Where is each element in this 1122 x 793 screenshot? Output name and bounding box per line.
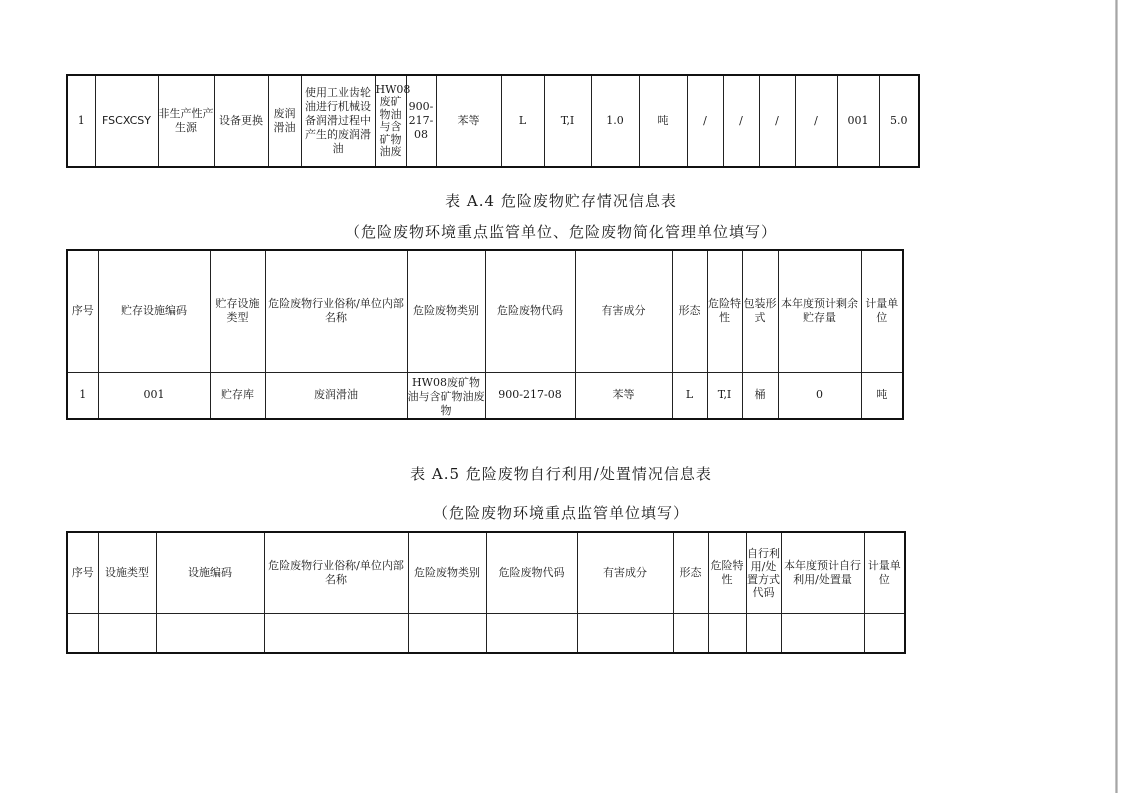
table-cell: 桶 [742, 372, 778, 419]
table-row [67, 372, 903, 419]
hazard-cell: T,I [544, 75, 591, 167]
table-cell: HW08废矿物油与含矿物油废物 [407, 372, 485, 419]
description-cell: 使用工业齿轮油进行机械设备润滑过程中产生的废润滑油 [301, 75, 375, 167]
empty-cell [408, 613, 486, 653]
table-cell: 苯等 [575, 372, 672, 419]
harmful-cell: 苯等 [436, 75, 501, 167]
table-a5 [66, 531, 906, 654]
header-cell: 有害成分 [575, 250, 672, 372]
empty-cell [486, 613, 577, 653]
header-cell: 形态 [673, 532, 708, 613]
process-cell: 设备更换 [214, 75, 268, 167]
slash-cell: / [759, 75, 795, 167]
header-cell: 本年度预计自行利用/处置量 [781, 532, 864, 613]
table-a4-subtitle: （危险废物环境重点监管单位、危险废物简化管理单位填写） [344, 223, 777, 241]
table-row [67, 75, 919, 167]
table-row [67, 613, 905, 653]
table-cell: 900-217-08 [485, 372, 575, 419]
table-cell: 贮存库 [210, 372, 265, 419]
header-cell: 危险废物行业俗称/单位内部名称 [265, 250, 407, 372]
header-cell: 形态 [672, 250, 707, 372]
header-cell: 危险特性 [708, 532, 746, 613]
header-cell: 危险废物行业俗称/单位内部名称 [264, 532, 408, 613]
header-cell: 危险废物代码 [486, 532, 577, 613]
table-cell: 001 [98, 372, 210, 419]
header-cell: 危险废物代码 [485, 250, 575, 372]
waste-name-cell: 废润滑油 [268, 75, 301, 167]
slash-cell: / [687, 75, 723, 167]
header-cell: 序号 [67, 250, 98, 372]
header-cell: 计量单位 [864, 532, 905, 613]
form-cell: L [501, 75, 544, 167]
empty-cell [708, 613, 746, 653]
empty-cell [156, 613, 264, 653]
quantity-cell: 1.0 [591, 75, 639, 167]
code-cell: FSCXCSY [95, 75, 158, 167]
empty-cell [98, 613, 156, 653]
header-cell: 包装形式 [742, 250, 778, 372]
empty-cell [577, 613, 673, 653]
seq-cell: 1 [67, 75, 95, 167]
table-header-row [67, 532, 905, 613]
source-cell: 非生产性产生源 [158, 75, 214, 167]
header-cell: 计量单位 [861, 250, 903, 372]
header-cell: 贮存设施类型 [210, 250, 265, 372]
slash-cell: / [723, 75, 759, 167]
slash-cell: / [795, 75, 837, 167]
capacity-cell: 5.0 [879, 75, 919, 167]
empty-cell [781, 613, 864, 653]
table-a4-title: 表 A.4 危险废物贮存情况信息表 [445, 192, 677, 210]
table-header-row [67, 250, 903, 372]
waste-code-cell: 900-217-08 [406, 75, 436, 167]
header-cell: 本年度预计剩余贮存量 [778, 250, 861, 372]
unit-cell: 吨 [639, 75, 687, 167]
table-a3-continuation [66, 74, 920, 168]
header-cell: 贮存设施编码 [98, 250, 210, 372]
empty-cell [264, 613, 408, 653]
header-cell: 设施编码 [156, 532, 264, 613]
table-a5-title: 表 A.5 危险废物自行利用/处置情况信息表 [410, 465, 712, 483]
empty-cell [673, 613, 708, 653]
page-edge [1115, 0, 1118, 793]
header-cell: 设施类型 [98, 532, 156, 613]
header-cell: 危险特性 [707, 250, 742, 372]
empty-cell [67, 613, 98, 653]
category-cell: HW08废矿物油与含矿物油废 [375, 75, 406, 167]
table-cell: 0 [778, 372, 861, 419]
header-cell: 序号 [67, 532, 98, 613]
facility-code-cell: 001 [837, 75, 879, 167]
table-cell: 吨 [861, 372, 903, 419]
table-cell: T,I [707, 372, 742, 419]
table-cell: L [672, 372, 707, 419]
table-cell: 1 [67, 372, 98, 419]
table-a5-subtitle: （危险废物环境重点监管单位填写） [432, 504, 689, 522]
header-cell: 危险废物类别 [408, 532, 486, 613]
header-cell: 自行利用/处置方式代码 [746, 532, 781, 613]
table-a4 [66, 249, 904, 420]
header-cell: 危险废物类别 [407, 250, 485, 372]
header-cell: 有害成分 [577, 532, 673, 613]
table-cell: 废润滑油 [265, 372, 407, 419]
empty-cell [864, 613, 905, 653]
empty-cell [746, 613, 781, 653]
